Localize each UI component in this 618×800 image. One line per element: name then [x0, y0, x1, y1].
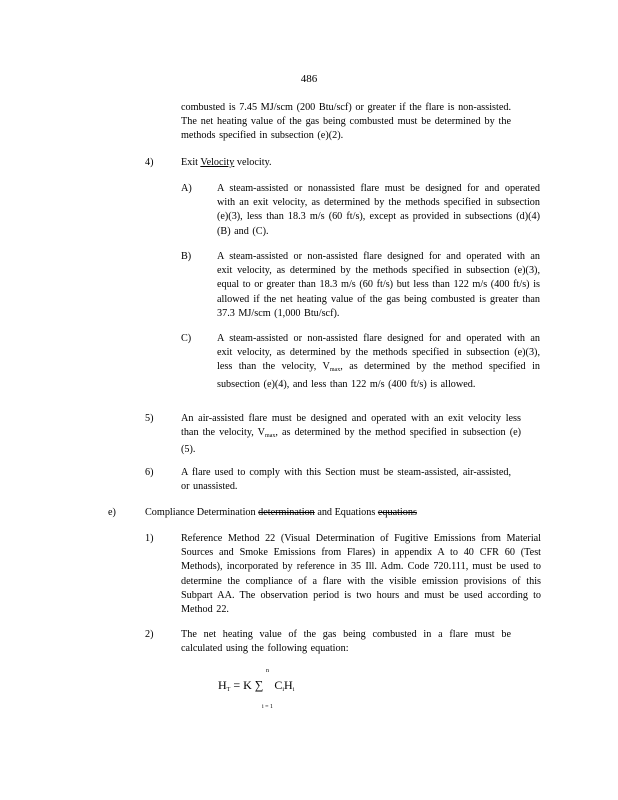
item-4-heading-pre: Exit: [181, 157, 201, 168]
item-4-heading: [181, 156, 511, 170]
item-5-pre: An air-assisted flare must be designed and operated with an exit velocity less than the velocity, V: [181, 413, 521, 439]
item-4c-label: C): [181, 333, 192, 344]
item-4c-text: [217, 332, 540, 392]
item-4b-label: B): [181, 251, 192, 262]
section-e-heading-part1: Compliance Determination: [145, 507, 259, 518]
item-5-number: 5): [145, 413, 154, 424]
equation-rhs-h: H: [284, 678, 293, 692]
item-5-text: [181, 412, 521, 458]
item-e1-text: Reference Method 22 (Visual Determination of Fugitive Emissions from Material Sources and Smoke Emissions from Flares) in appendix A to 40 CFR 60 (Test Methods), incorporated by reference in 35 Ill. Adm. Code 720.111, must be used to determine the compliance of a flare with the visible emission provisions of this Subpart AA. The observation period is two hours and must be used according to Method 22.: [181, 533, 541, 616]
equation-upper-limit: n: [266, 668, 269, 674]
equation-lower-limit: i = 1: [262, 704, 274, 710]
item-4a-text: A steam-assisted or nonassisted flare must be designed for and operated with an exit velocity, as determined by the methods specified in subsection (e)(3), less than 18.3 m/s (60 ft/s), except as provided in subsections (d)(4)(B) and (C).: [217, 183, 540, 237]
equation-sum-symbol: ∑: [254, 678, 264, 692]
section-e-strike-1: determination: [258, 507, 315, 518]
item-4b-text: A steam-assisted or non-assisted flare designed for and operated with an exit velocity, as determined by the methods specified in subsection (e)(3), equal to or greater than 18.3 m/s (60 ft/s) but less than 122 m/s (400 ft/s) is allowed if the net heating value of the gas being combusted is greater than 37.3 MJ/scm (1,000 Btu/scf).: [217, 251, 540, 319]
intro-paragraph: combusted is 7.45 MJ/scm (200 Btu/scf) or greater if the flare is non-assisted. The net heating value of the gas being combusted must be determined by the methods specified in subsection (e)(2).: [181, 102, 511, 142]
section-e-heading: [145, 506, 525, 520]
equation-rhs-h-sub: i: [292, 687, 295, 693]
item-4c-pre: A steam-assisted or non-assisted flare designed for and operated with an exit velocity, as determined by the methods specified in subsection (e)(3), less than the velocity, V: [217, 333, 540, 373]
item-5-post: , as determined by the method specified in subsection (e)(5).: [181, 427, 521, 456]
item-4c-sub: max: [329, 367, 341, 374]
item-4-number: 4): [145, 157, 154, 168]
equation: [218, 678, 294, 697]
equation-lhs: H: [218, 678, 227, 692]
item-e1-number: 1): [145, 533, 154, 544]
item-e2-text: The net heating value of the gas being combusted in a flare must be calculated using the following equation:: [181, 629, 511, 655]
equation-rhs-c: C: [274, 678, 283, 692]
section-e-heading-part2: and Equations: [314, 507, 378, 518]
item-5-sub: max: [265, 433, 276, 440]
item-6-number: 6): [145, 467, 154, 478]
equation-rhs-c-sub: i: [282, 687, 285, 693]
section-e-label: e): [108, 507, 116, 518]
section-e-strike-2: equations: [377, 507, 417, 518]
item-e2-number: 2): [145, 629, 154, 640]
page-number: 486: [300, 73, 318, 85]
item-6-text: A flare used to comply with this Section must be steam-assisted, air-assisted, or unassisted.: [181, 467, 511, 493]
equation-equals-k: = K: [230, 678, 255, 692]
item-4-heading-post: velocity.: [234, 157, 272, 168]
item-4c-post: , as determined by the method specified in subsection (e)(4), and less than 122 m/s (400 ft/s) is allowed.: [217, 361, 540, 390]
item-4-heading-underlined: Velocity: [200, 157, 235, 168]
equation-lhs-sub: T: [226, 687, 231, 693]
item-4a-label: A): [181, 183, 192, 194]
